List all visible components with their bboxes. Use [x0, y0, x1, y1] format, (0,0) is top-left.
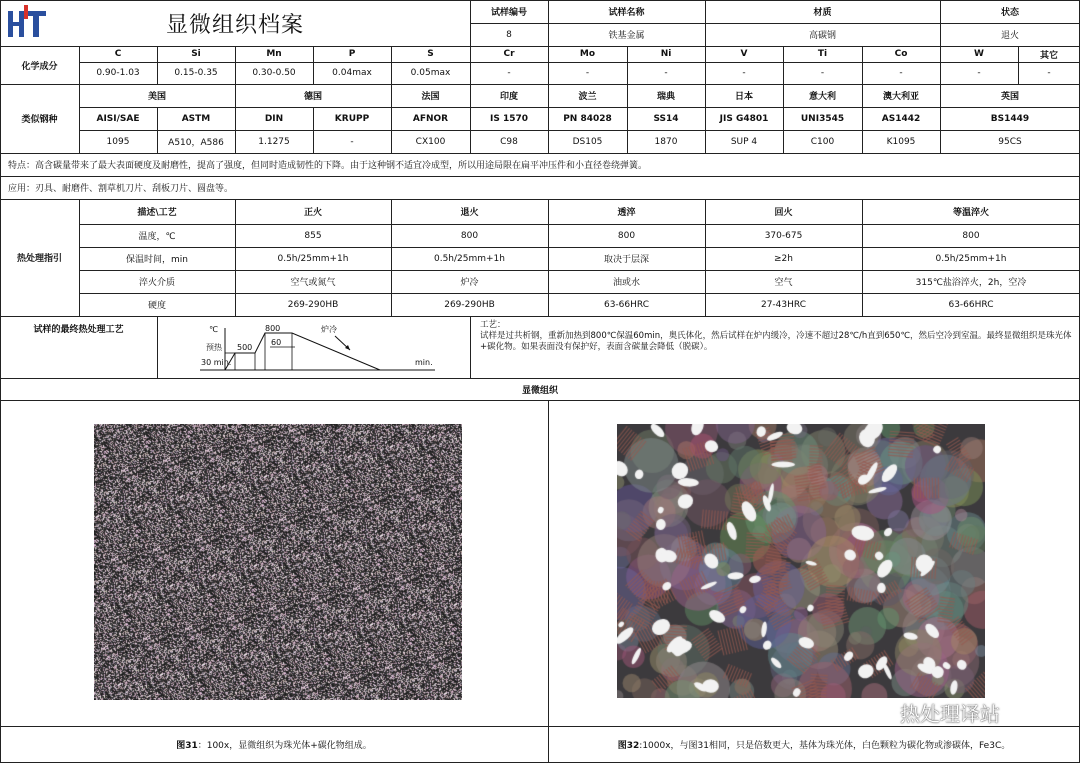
similar-country: 日本: [734, 92, 753, 102]
chem-value: -: [1047, 68, 1051, 78]
process-diagram: [195, 320, 445, 375]
page-title: 显微组织档案: [165, 12, 304, 38]
header-value-material: 高碳钢: [808, 31, 836, 41]
similar-grade: K1095: [886, 136, 916, 147]
process-description: [480, 320, 1072, 376]
process-title: 工艺：: [480, 320, 506, 330]
heat-cell: 370-675: [764, 230, 803, 241]
similar-standard: AS1442: [881, 113, 921, 124]
chem-value: 0.90-1.03: [96, 68, 140, 78]
heat-cell: 0.5h/25mm+1h: [433, 253, 505, 264]
chem-value: 0.05max: [410, 68, 451, 78]
similar-grade: C98: [500, 136, 518, 147]
similar-country: 瑞典: [656, 92, 675, 102]
similar-grade: 1095: [106, 136, 130, 147]
chem-element: P: [348, 49, 356, 59]
chem-element: Mn: [266, 49, 282, 59]
similar-country: 意大利: [808, 92, 836, 102]
logo: [6, 3, 50, 43]
header-value-state: 退火: [1000, 31, 1019, 41]
similar-grade: -: [350, 136, 354, 147]
similar-standard: SS14: [653, 113, 679, 124]
heat-header: 回火: [774, 208, 793, 218]
heat-cell: 800: [962, 230, 980, 241]
heat-cell: 63-66HRC: [603, 299, 649, 310]
similar-standard: UNI3545: [800, 113, 845, 124]
heat-cell: 27-43HRC: [760, 299, 806, 310]
similar-standard: AFNOR: [412, 113, 449, 124]
caption-left: [0, 726, 548, 762]
header-value-sample-name: 铁基金属: [608, 31, 645, 41]
heat-label: 热处理指引: [16, 254, 62, 264]
chem-value: -: [899, 68, 903, 78]
chem-element: Si: [191, 49, 201, 59]
chem-value: -: [742, 68, 746, 78]
features-text: 特点：高含碳量带来了最大表面硬度及耐磨性，提高了强度，但同时造成韧性的下降。由于这种钢不适宜冷成型，所以用途局限在扁平冲压件和小直径卷绕弹簧。: [8, 161, 648, 171]
diagram-cool: 炉冷: [321, 325, 337, 334]
heat-cell: 空气或氮气: [290, 278, 336, 288]
similar-country: 法国: [421, 92, 440, 102]
heat-cell: 800: [617, 230, 636, 241]
similar-standard: PN 84028: [563, 113, 612, 124]
diagram-preheat: 预热: [206, 343, 222, 352]
chem-value: -: [507, 68, 511, 78]
heat-cell: 269-290HB: [287, 299, 339, 310]
similar-country: 美国: [147, 92, 166, 102]
heat-header: 透淬: [617, 208, 636, 218]
heat-cell: 炉冷: [460, 278, 479, 288]
similar-standard: DIN: [264, 113, 284, 124]
caption-right-text: :1000x，与图31相同，只是倍数更大，基体为珠光体，白色颗粒为碳化物或渗碳体，Fe3C。: [639, 740, 1011, 751]
diagram-800: 800: [265, 324, 281, 333]
header-label-sample-name: 试样名称: [608, 8, 645, 18]
diagram-30min: 30 min.: [201, 358, 232, 367]
micro-label: 显微组织: [521, 385, 558, 396]
micrograph-1000x: [617, 424, 985, 698]
similar-country: 波兰: [578, 92, 597, 102]
caption-right: [548, 726, 1080, 762]
heat-cell: 温度，℃: [138, 232, 176, 242]
heat-cell: 硬度: [147, 301, 166, 311]
diagram-unit-x: min.: [415, 358, 433, 367]
similar-standard: KRUPP: [334, 113, 370, 124]
heat-cell: 保温时间，min: [126, 255, 188, 265]
heat-cell: 800: [460, 230, 479, 241]
similar-country: 德国: [303, 92, 322, 102]
final-process-label: 试样的最终热处理工艺: [33, 324, 124, 335]
chem-value: -: [585, 68, 590, 78]
similar-grade: 1870: [654, 136, 678, 147]
chem-element: S: [427, 49, 434, 59]
similar-grade: 95CS: [998, 136, 1022, 147]
process-text: 试样是过共析钢，重新加热到800℃保温60min，奥氏体化，然后试样在炉内缓冷，冷速不超过28℃/h直到650℃，然后空冷到室温。最终显微组织是珠光体+碳化物。如果表面没有保护好，表面含碳量会降低（脱碳）。: [480, 331, 1072, 352]
similar-country: 印度: [499, 92, 518, 102]
similar-standard: IS 1570: [489, 113, 528, 124]
similar-grade: 1.1275: [258, 136, 290, 147]
similar-label: 类似钢种: [21, 115, 58, 125]
caption-left-figure: 图31: [176, 740, 198, 751]
similar-grade: CX100: [415, 136, 446, 147]
chem-element: Mo: [579, 49, 596, 59]
chem-element: Co: [894, 49, 908, 59]
similar-country: 澳大利亚: [882, 92, 919, 102]
ht-logo-icon: [6, 3, 50, 43]
similar-standard: AISI/SAE: [96, 113, 140, 124]
diagram-60: 60: [271, 338, 282, 347]
heat-cell: 0.5h/25mm+1h: [277, 253, 349, 264]
heat-cell: 空气: [774, 278, 793, 288]
heat-cell: 269-290HB: [444, 299, 495, 310]
heat-header: 正火: [303, 208, 322, 218]
chem-value: -: [977, 68, 981, 78]
watermark-text: 热处理译站: [900, 701, 1000, 726]
similar-country: 英国: [1000, 92, 1019, 102]
diagram-500: 500: [237, 343, 253, 352]
header-label-material: 材质: [813, 8, 832, 18]
caption-left-text: ：100x，显微组织为珠光体+碳化物组成。: [197, 740, 372, 751]
heat-cell: 油或水: [612, 278, 640, 288]
chem-element: Ti: [817, 49, 828, 59]
chem-element: Cr: [503, 49, 515, 59]
chem-value: -: [820, 68, 825, 78]
diagram-unit-y: ℃: [209, 325, 218, 334]
chem-element: Ni: [660, 49, 672, 59]
chem-value: 0.04max: [332, 68, 372, 78]
similar-grade: A510，A586: [168, 138, 224, 148]
chem-element: C: [114, 49, 122, 59]
similar-grade: DS105: [572, 136, 603, 147]
heat-cell: 63-66HRC: [948, 299, 994, 310]
chem-value: -: [664, 68, 668, 78]
heat-cell: 855: [304, 230, 322, 241]
micrograph-100x: [94, 424, 462, 700]
chem-element: 其它: [1039, 50, 1058, 61]
chem-value: 0.30-0.50: [252, 68, 296, 78]
heat-header: 描述\工艺: [137, 208, 177, 218]
applications-text: 应用：刃具、耐磨件、割草机刀片、刮板刀片、圆盘等。: [8, 184, 234, 194]
heat-cell: 淬火介质: [138, 278, 175, 288]
header-label-state: 状态: [1000, 8, 1019, 18]
heat-cell: ≥2h: [774, 253, 793, 264]
similar-grade: SUP 4: [730, 136, 758, 147]
chem-element: W: [974, 49, 984, 59]
header-label-sample-no: 试样编号: [490, 8, 527, 18]
similar-grade: C100: [810, 136, 835, 147]
watermark: [862, 694, 1062, 730]
similar-standard: BS1449: [990, 113, 1030, 124]
heat-cell: 取决于层深: [603, 255, 649, 265]
chem-value: 0.15-0.35: [174, 68, 218, 78]
heat-cell: 0.5h/25mm+1h: [935, 253, 1007, 264]
heat-cell: 315℃盐浴淬火，2h，空冷: [915, 278, 1027, 288]
chem-label: 化学成分: [21, 61, 58, 72]
header-value-sample-no: 8: [506, 29, 512, 40]
caption-right-figure: 图32: [617, 740, 640, 751]
chem-element: V: [740, 49, 748, 59]
heat-header: 等温淬火: [952, 208, 989, 218]
similar-standard: JIS G4801: [719, 113, 769, 124]
wechat-icon: [862, 699, 896, 725]
similar-standard: ASTM: [181, 113, 211, 124]
heat-header: 退火: [460, 208, 479, 218]
